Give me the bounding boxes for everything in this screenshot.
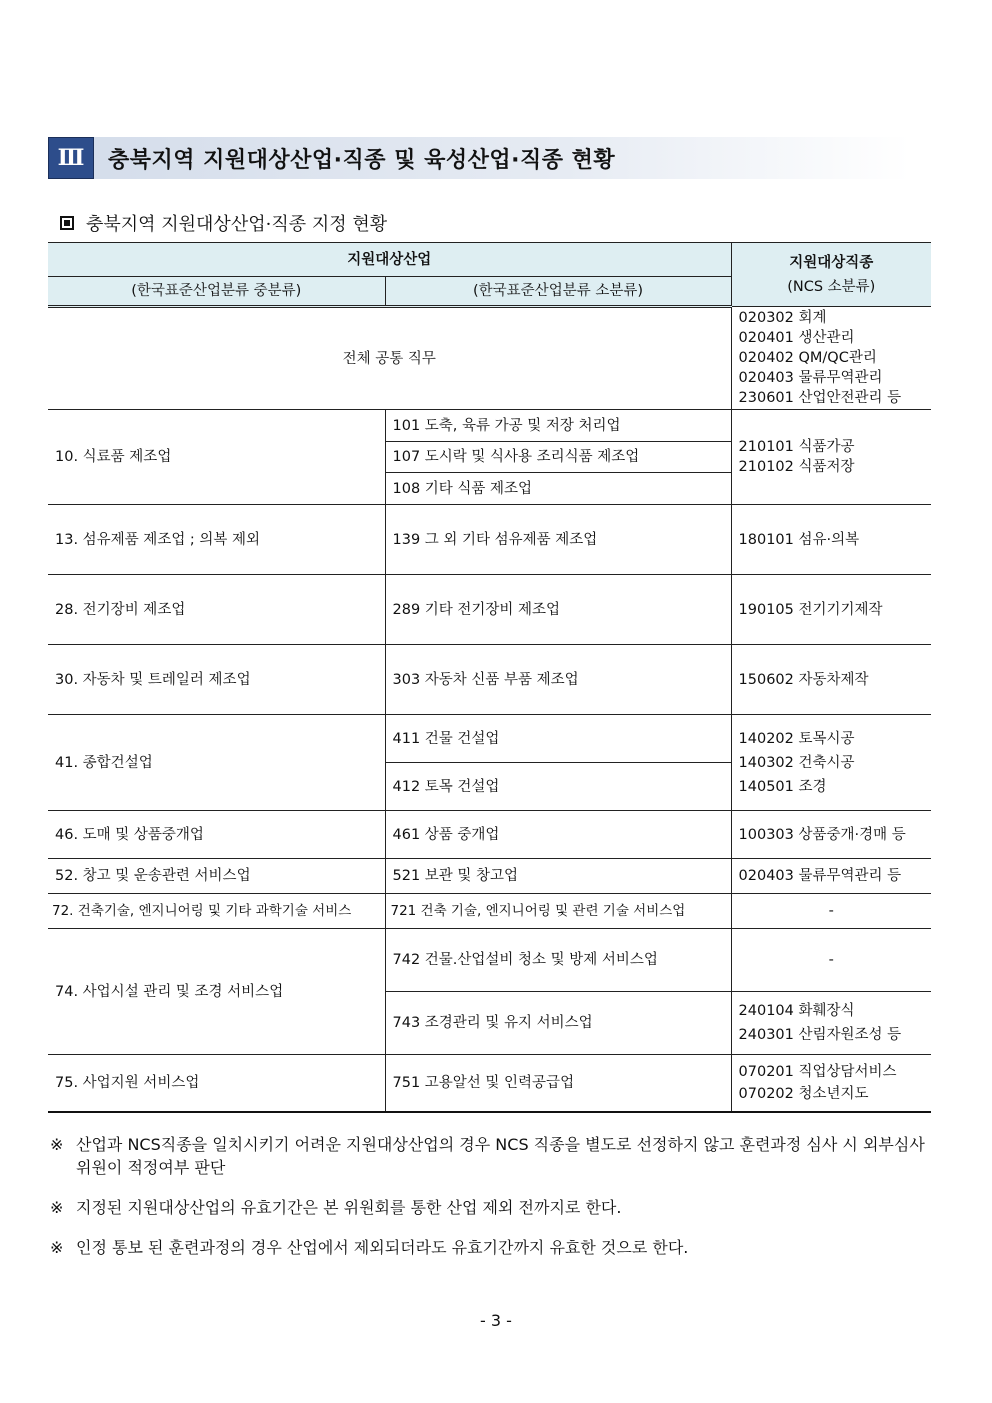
mid-category: 30. 자동차 및 트레일러 제조업 — [48, 645, 385, 715]
table-row — [48, 811, 931, 859]
common-jobs — [731, 307, 931, 410]
job-cell: 150602 자동차제작 — [731, 645, 931, 715]
header-mid: (한국표준산업분류 중분류) — [48, 277, 385, 307]
small-category: 521 보관 및 창고업 — [385, 859, 731, 894]
job-item: 210101 식품가공 — [738, 439, 855, 455]
small-category: 743 조경관리 및 유지 서비스업 — [385, 992, 731, 1055]
small-category: 411 건물 건설업 — [385, 715, 731, 763]
job-item: 210102 식품저장 — [738, 459, 855, 475]
small-category: 412 토목 건설업 — [385, 763, 731, 811]
small-category: 107 도시락 및 식사용 조리식품 제조업 — [385, 442, 731, 473]
mid-category: 46. 도매 및 상품중개업 — [48, 811, 385, 859]
job-cell: - — [731, 929, 931, 992]
small-category: 101 도축, 육류 가공 및 저장 처리업 — [385, 410, 731, 442]
table-row — [48, 894, 931, 929]
job-item: 020402 QM/QC관리 — [738, 350, 877, 366]
job-cell — [731, 1055, 931, 1112]
note-mark: ※ — [50, 1135, 64, 1154]
table-row — [48, 859, 931, 894]
mid-category: 41. 종합건설업 — [48, 715, 385, 811]
job-cell — [731, 992, 931, 1055]
common-label: 전체 공통 직무 — [48, 307, 731, 410]
subtitle — [60, 210, 387, 236]
square-bullet-icon — [60, 216, 74, 230]
note-text: 지정된 지원대상산업의 유효기간은 본 위원회를 통한 산업 제외 전까지로 한다. — [76, 1198, 622, 1217]
mid-category: 13. 섬유제품 제조업 ; 의복 제외 — [48, 505, 385, 575]
small-category: 108 기타 식품 제조업 — [385, 473, 731, 505]
small-category: 742 건물.산업설비 청소 및 방제 서비스업 — [385, 929, 731, 992]
mid-category: 10. 식료품 제조업 — [48, 410, 385, 505]
small-category: 461 상품 중개업 — [385, 811, 731, 859]
table-row — [48, 575, 931, 645]
note-item — [50, 1236, 930, 1259]
table-row — [48, 1055, 931, 1112]
subtitle-text: 충북지역 지원대상산업·직종 지정 현황 — [86, 214, 388, 235]
support-industry-table — [48, 242, 931, 1113]
mid-category: 52. 창고 및 운송관련 서비스업 — [48, 859, 385, 894]
header-job — [731, 243, 931, 307]
table-row — [48, 715, 931, 763]
note-mark: ※ — [50, 1238, 64, 1257]
section-title-bar — [48, 137, 910, 179]
table-row-common — [48, 307, 931, 410]
job-item: 070201 직업상담서비스 — [738, 1063, 897, 1080]
job-cell — [731, 410, 931, 505]
header-job-title: 지원대상직종 — [789, 254, 874, 271]
small-category: 721 건축 기술, 엔지니어링 및 관련 기술 서비스업 — [385, 894, 731, 929]
job-cell — [731, 715, 931, 811]
job-item: 140302 건축시공 — [738, 754, 855, 771]
job-item: 020401 생산관리 — [738, 330, 855, 346]
notes — [50, 1133, 930, 1276]
small-category: 751 고용알선 및 인력공급업 — [385, 1055, 731, 1112]
job-item: 240104 화훼장식 — [738, 1003, 855, 1019]
table-row — [48, 410, 931, 442]
small-category: 289 기타 전기장비 제조업 — [385, 575, 731, 645]
header-industry: 지원대상산업 — [48, 243, 731, 277]
job-item: 240301 산림자원조성 등 — [738, 1027, 902, 1043]
header-row — [48, 243, 931, 277]
section-title: 충북지역 지원대상산업·직종 및 육성산업·직종 현황 — [108, 147, 616, 173]
small-category: 139 그 외 기타 섬유제품 제조업 — [385, 505, 731, 575]
section-number: Ⅲ — [48, 137, 94, 179]
job-cell: - — [731, 894, 931, 929]
mid-category: 75. 사업지원 서비스업 — [48, 1055, 385, 1112]
mid-category: 28. 전기장비 제조업 — [48, 575, 385, 645]
mid-category: 72. 건축기술, 엔지니어링 및 기타 과학기술 서비스 — [48, 894, 385, 929]
job-cell: 190105 전기기기제작 — [731, 575, 931, 645]
job-cell: 100303 상품중개·경매 등 — [731, 811, 931, 859]
mid-category: 74. 사업시설 관리 및 조경 서비스업 — [48, 929, 385, 1055]
table-row — [48, 929, 931, 992]
header-small: (한국표준산업분류 소분류) — [385, 277, 731, 307]
note-text: 인정 통보 된 훈련과정의 경우 산업에서 제외되더라도 유효기간까지 유효한 것으로 한다. — [76, 1238, 689, 1257]
job-item: 140501 조경 — [738, 778, 827, 795]
job-item: 020302 회계 — [738, 310, 827, 326]
note-text: 산업과 NCS직종을 일치시키기 어려운 지원대상산업의 경우 NCS 직종을 별도로 선정하지 않고 훈련과정 심사 시 외부심사위원이 적정여부 판단 — [76, 1135, 925, 1177]
job-item: 020403 물류무역관리 — [738, 370, 883, 386]
job-cell: 180101 섬유·의복 — [731, 505, 931, 575]
job-item: 070202 청소년지도 — [738, 1085, 869, 1102]
note-item — [50, 1196, 930, 1219]
table-row — [48, 645, 931, 715]
note-item — [50, 1133, 930, 1179]
small-category: 303 자동차 신품 부품 제조업 — [385, 645, 731, 715]
page-number: - 3 - — [480, 1311, 512, 1330]
note-mark: ※ — [50, 1198, 64, 1217]
job-item: 230601 산업안전관리 등 — [738, 390, 902, 406]
job-cell: 020403 물류무역관리 등 — [731, 859, 931, 894]
job-item: 140202 토목시공 — [738, 730, 855, 747]
table-row — [48, 505, 931, 575]
header-job-sub: (NCS 소분류) — [787, 278, 876, 295]
